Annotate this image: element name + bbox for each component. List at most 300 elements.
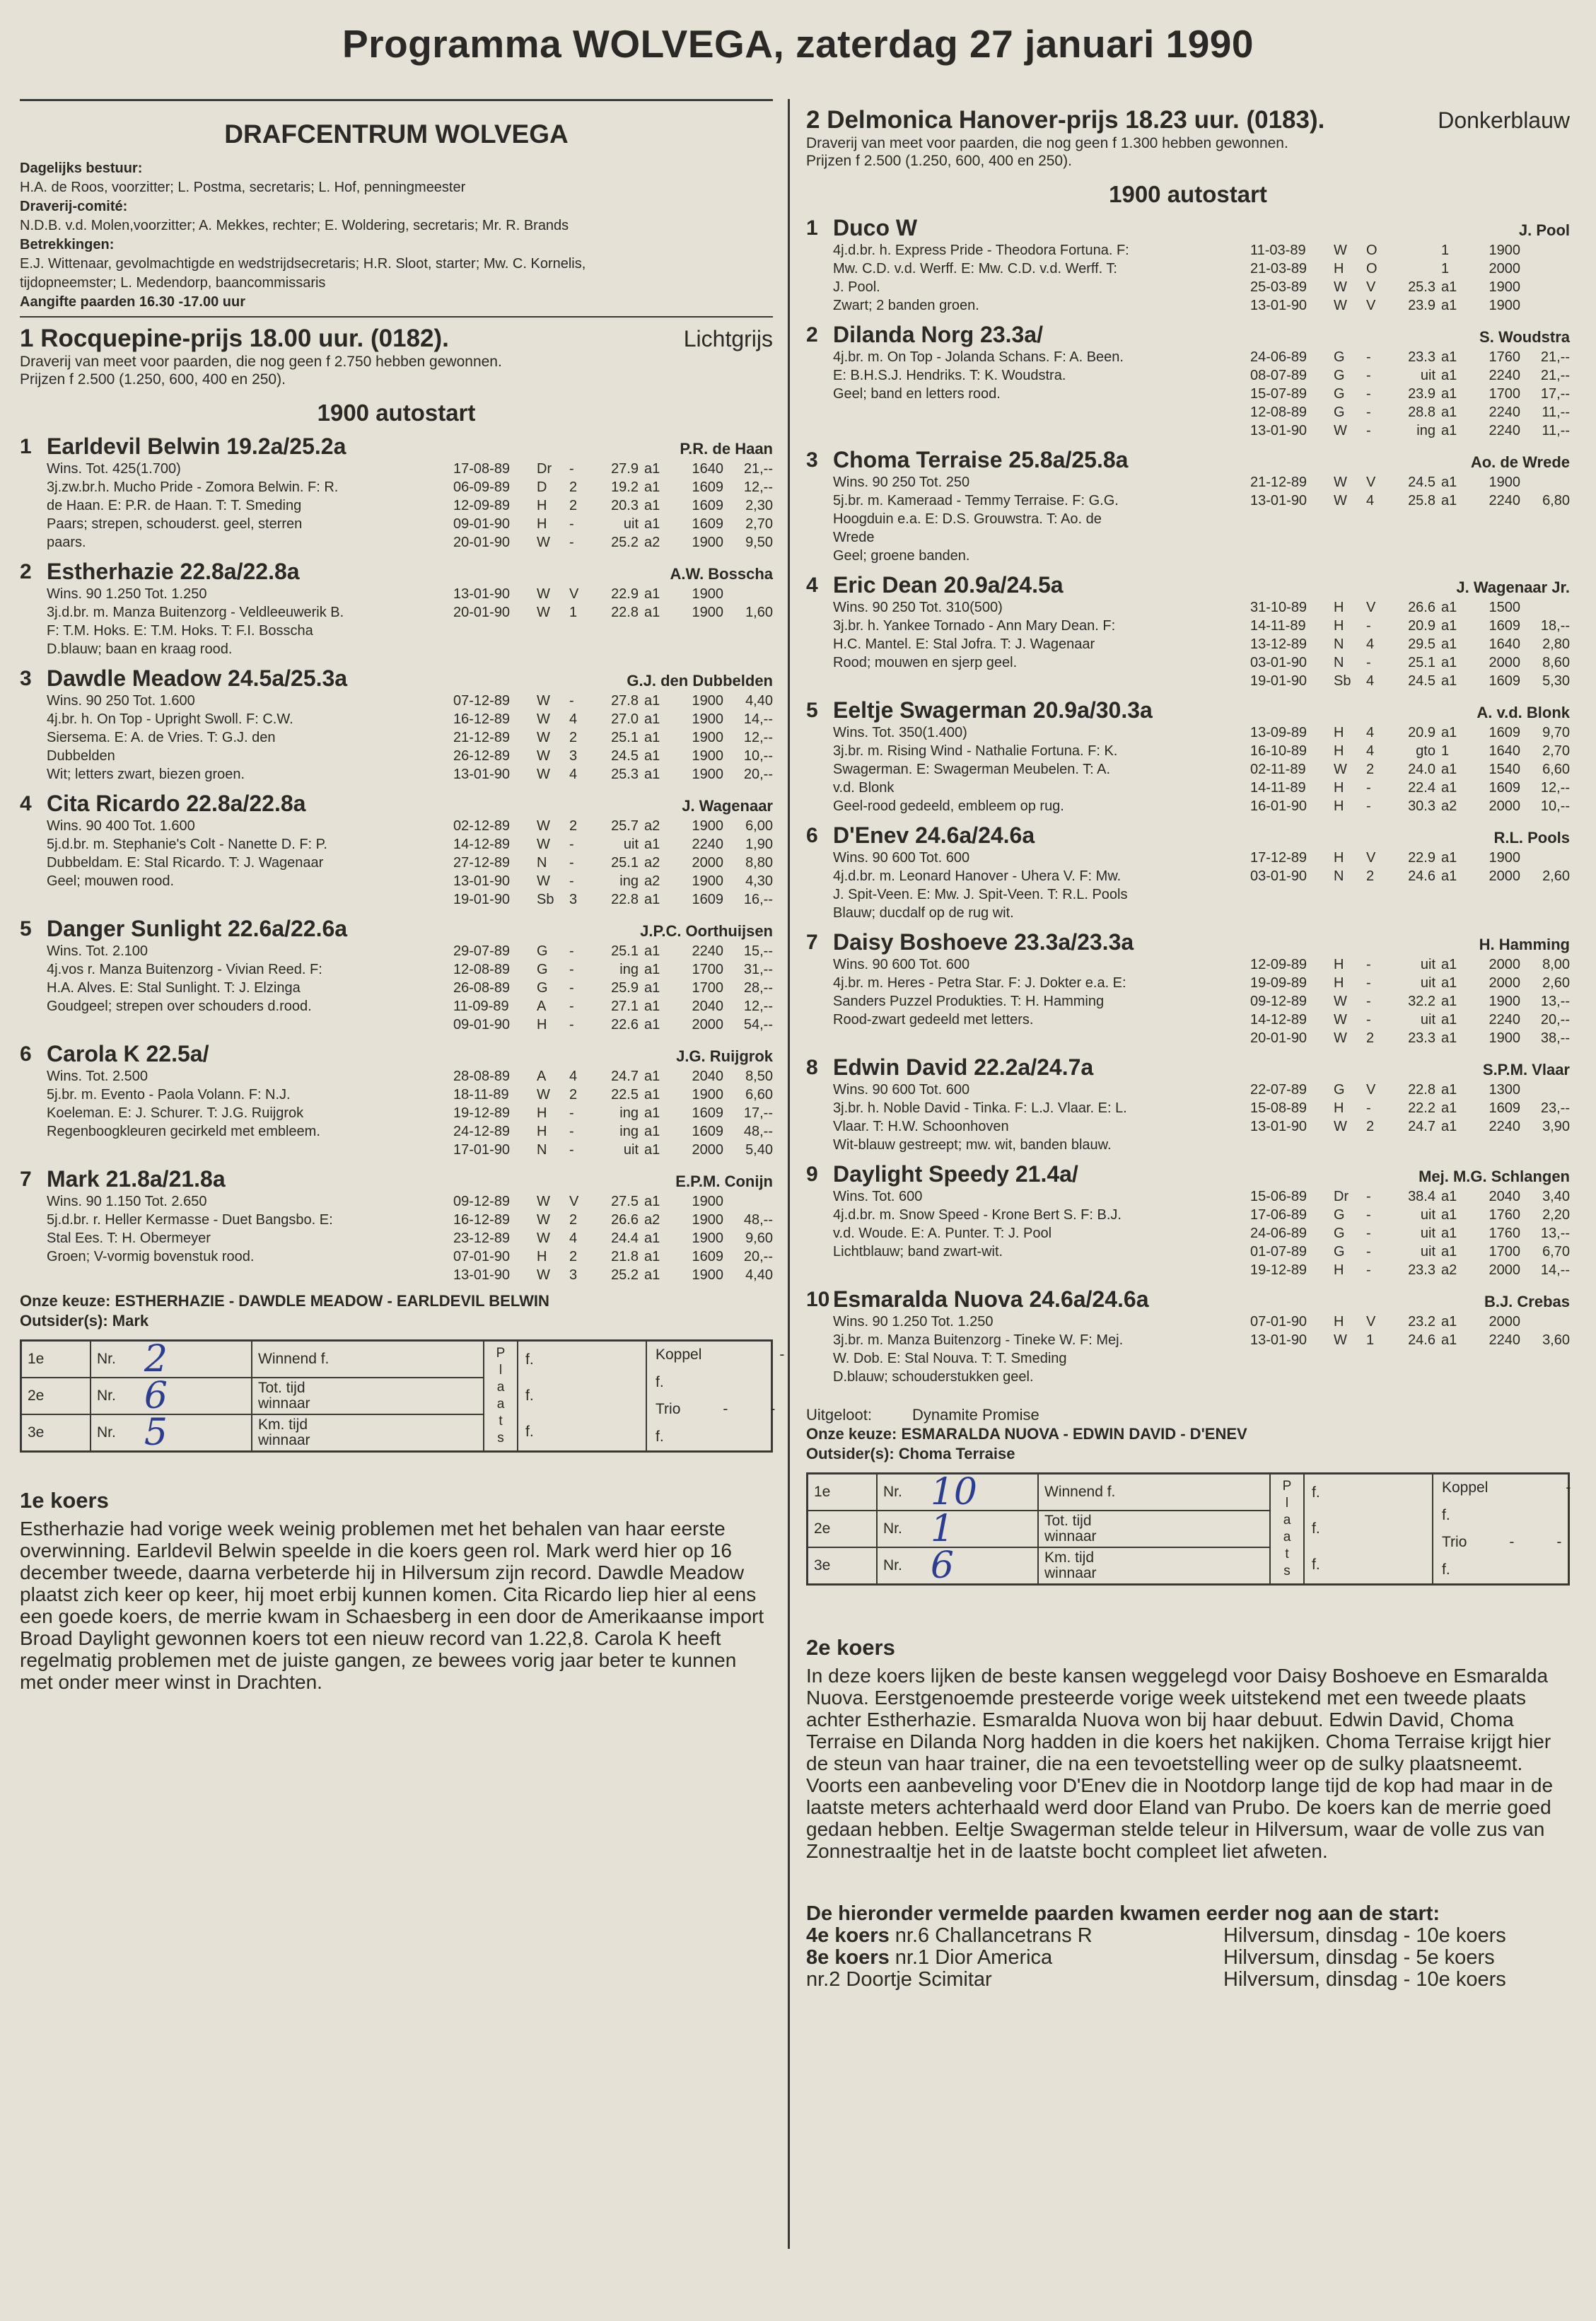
horse-entry — [20, 559, 773, 658]
start-cell: - — [1366, 423, 1371, 438]
start-cell: 4,30 — [745, 873, 773, 889]
horse-title — [833, 572, 1570, 598]
start-cell: a1 — [1441, 475, 1457, 490]
uitgeloot-label: Uitgeloot: — [806, 1406, 872, 1424]
start-cell: 16-01-90 — [1250, 798, 1307, 814]
start-cell: a1 — [1441, 850, 1457, 866]
horse-info — [47, 1067, 453, 1159]
horse-starts — [1250, 955, 1570, 1047]
start-cell: a1 — [1441, 600, 1457, 615]
handwritten-number: 10 — [930, 1471, 978, 1513]
start-cell: 1900 — [692, 693, 723, 709]
place-label: 3e — [808, 1548, 878, 1583]
start-cell: 25.8 — [1408, 493, 1435, 508]
start-cell: 1609 — [692, 1124, 723, 1139]
horse-info-line: Regenboogkleuren gecirkeld met embleem. — [47, 1124, 320, 1139]
start-row — [453, 997, 773, 1016]
horse-info-line: Stal Ees. T: H. Obermeyer — [47, 1231, 211, 1246]
koppel-label: Koppel — [656, 1346, 702, 1363]
start-row — [1250, 742, 1570, 760]
start-cell: 12,-- — [1540, 780, 1570, 796]
start-row — [1250, 385, 1570, 403]
start-cell: 9,70 — [1542, 725, 1570, 740]
start-cell: 16-12-89 — [453, 1212, 511, 1228]
start-cell: 8,00 — [1542, 957, 1570, 972]
start-cell: 20-01-90 — [1250, 1030, 1307, 1046]
start-cell: 26-12-89 — [453, 748, 511, 764]
handwritten-number: 5 — [144, 1412, 168, 1454]
result-field — [1039, 1511, 1271, 1547]
trio — [656, 1401, 784, 1418]
start-cell: 17-06-89 — [1250, 1207, 1307, 1223]
start-cell: uit — [623, 837, 639, 852]
start-cell: 2240 — [1489, 405, 1520, 420]
start-cell: 22.5 — [611, 1087, 639, 1103]
plaats-letter: s — [497, 1431, 504, 1445]
start-cell: 1609 — [1489, 780, 1520, 796]
start-cell: V — [1366, 600, 1376, 615]
start-cell: 14-11-89 — [1250, 618, 1306, 634]
start-cell: 13-01-90 — [453, 873, 511, 889]
start-cell: ing — [619, 1124, 639, 1139]
horse-title — [47, 1041, 773, 1067]
start-cell: 1 — [569, 605, 578, 620]
horse-info — [833, 1187, 1250, 1279]
start-cell: 11-09-89 — [453, 999, 509, 1014]
start-cell: a1 — [644, 730, 660, 745]
nr-label: Nr. — [97, 1424, 116, 1441]
start-cell: 38,-- — [1540, 1030, 1570, 1046]
start-cell: 12,-- — [743, 730, 773, 745]
horse-driver: S. Woudstra — [1479, 328, 1570, 346]
previous-name: nr.6 Challancetrans R — [895, 1924, 1093, 1947]
start-cell: 2240 — [1489, 1332, 1520, 1348]
start-cell: a1 — [1441, 636, 1457, 652]
start-cell: 4 — [1366, 636, 1375, 652]
our-choice: Onze keuze: ESTHERHAZIE - DAWDLE MEADOW - EARLDEVIL BELWIN — [20, 1292, 549, 1310]
start-cell: 25.3 — [1408, 279, 1435, 295]
start-cell: 6,60 — [1542, 762, 1570, 777]
start-cell: 3 — [569, 892, 578, 907]
start-row — [1250, 760, 1570, 779]
start-cell: 2000 — [1489, 1314, 1520, 1330]
start-cell: a1 — [1441, 1314, 1457, 1330]
horse-title — [833, 447, 1570, 473]
start-cell: a1 — [644, 892, 660, 907]
start-cell: - — [1366, 1244, 1371, 1260]
start-cell: 1609 — [692, 516, 723, 532]
horse-starts — [453, 585, 773, 658]
start-cell: 1540 — [1489, 762, 1520, 777]
start-cell: 23.9 — [1408, 386, 1435, 402]
horse-info — [833, 241, 1250, 315]
start-cell: H — [537, 1105, 547, 1121]
horse-entry — [806, 322, 1570, 440]
place-label: 1e — [22, 1342, 91, 1377]
start-cell — [1520, 296, 1570, 315]
start-cell: V — [1366, 1314, 1376, 1330]
start-cell: 2 — [1366, 762, 1375, 777]
start-row — [1250, 1331, 1570, 1349]
start-row — [1250, 849, 1570, 867]
plaats-column — [484, 1342, 518, 1450]
start-cell: 4 — [1366, 725, 1375, 740]
start-cell: 23.3 — [1408, 1030, 1435, 1046]
start-cell: - — [569, 855, 574, 871]
start-row — [453, 854, 773, 872]
place-label: 2e — [808, 1511, 878, 1547]
horse-details — [833, 473, 1570, 565]
start-cell: 3,60 — [1542, 1332, 1570, 1348]
start-row — [453, 1016, 773, 1034]
horse-number: 6 — [806, 824, 818, 847]
start-cell: 09-12-89 — [453, 1194, 511, 1209]
horse-starts — [1250, 1081, 1570, 1154]
horse-info-line: Rood-zwart gedeeld met letters. — [833, 1012, 1034, 1028]
start-cell: 18,-- — [1540, 618, 1570, 634]
start-cell: 25-03-89 — [1250, 279, 1307, 295]
horse-info-line: F: T.M. Hoks. E: T.M. Hoks. T: F.I. Bosscha — [47, 623, 313, 639]
start-cell: - — [569, 535, 574, 550]
place-label: 1e — [808, 1474, 878, 1510]
start-cell: 22.9 — [611, 586, 639, 602]
start-cell: 13,-- — [1540, 1226, 1570, 1241]
horse-info-line: 3j.br. m. Manza Buitenzorg - Tineke W. F: Mej. — [833, 1332, 1124, 1348]
start-cell: 22.9 — [1408, 850, 1435, 866]
horse-name: D'Enev 24.6a/24.6a — [833, 822, 1035, 848]
plaats-letter: a — [1283, 1530, 1291, 1545]
start-row — [1250, 241, 1570, 260]
start-cell — [1390, 260, 1435, 278]
handwritten-number: 2 — [144, 1338, 168, 1380]
start-cell: 02-12-89 — [453, 818, 511, 834]
horse-info-line: Lichtblauw; band zwart-wit. — [833, 1244, 1003, 1260]
horse-name: Cita Ricardo 22.8a/22.8a — [47, 791, 306, 816]
number-cell — [878, 1545, 1039, 1587]
start-cell: uit — [1420, 368, 1435, 383]
plaats-values — [518, 1342, 647, 1450]
start-cell: 4 — [569, 767, 578, 782]
start-cell: a1 — [644, 1105, 660, 1121]
start-cell: 26.6 — [1408, 600, 1435, 615]
horse-driver: R.L. Pools — [1493, 829, 1570, 847]
start-cell: 1609 — [692, 479, 723, 495]
koppel-dash: - — [779, 1346, 785, 1363]
horse-info-line: Geel; groene banden. — [833, 548, 970, 564]
plaats-letter: P — [1282, 1479, 1292, 1494]
horse-number: 10 — [806, 1288, 830, 1311]
start-cell: G — [1334, 386, 1345, 402]
start-cell: a1 — [644, 837, 660, 852]
start-row — [1250, 1117, 1570, 1136]
horse-driver: B.J. Crebas — [1484, 1293, 1570, 1310]
start-cell: 17-08-89 — [453, 461, 511, 477]
result-table — [806, 1472, 1570, 1586]
horse-info-line: 4j.d.br. h. Express Pride - Theodora Fortuna. F: — [833, 243, 1129, 258]
start-row — [453, 765, 773, 784]
start-cell: 2,70 — [1542, 743, 1570, 759]
start-cell: 24-06-89 — [1250, 349, 1307, 365]
result-field — [1039, 1548, 1271, 1583]
horse-driver: J.P.C. Oorthuijsen — [640, 922, 773, 940]
start-cell: 23.9 — [1408, 298, 1435, 313]
start-cell: - — [569, 999, 574, 1014]
centrum-line: E.J. Wittenaar, gevolmachtigde en wedstrijdsecretaris; H.R. Sloot, starter; Mw. C. Kornelis, — [20, 256, 586, 272]
previous-row — [806, 1969, 1570, 1991]
horse-body — [833, 572, 1570, 690]
start-cell: a1 — [1441, 493, 1457, 508]
start-cell: 9,50 — [745, 535, 773, 550]
commentary-1-title: 1e koers — [20, 1488, 109, 1513]
start-cell: 24.5 — [1408, 673, 1435, 689]
start-row — [1250, 955, 1570, 974]
start-cell — [723, 1192, 773, 1211]
horse-info-line: Wins. Tot. 2.100 — [47, 943, 148, 959]
start-cell: W — [1334, 423, 1347, 438]
result-field-label: Km. tijd — [1044, 1549, 1095, 1566]
commentary-2-title: 2e koers — [806, 1635, 895, 1660]
start-cell: 2000 — [692, 855, 723, 871]
horse-number: 8 — [806, 1056, 818, 1079]
start-cell: 4,40 — [745, 693, 773, 709]
start-cell: - — [1366, 618, 1371, 634]
horse-info-line: paars. — [47, 535, 86, 550]
start-cell: Dr — [1334, 1189, 1349, 1204]
start-cell: a1 — [644, 586, 660, 602]
centrum-line: N.D.B. v.d. Molen,voorzitter; A. Mekkes, rechter; E. Woldering, secretaris; Mr. R. Brands — [20, 218, 569, 233]
horse-title — [833, 1161, 1570, 1187]
horse-info-line: Siersema. E: A. de Vries. T: G.J. den — [47, 730, 276, 745]
start-cell: 28.8 — [1408, 405, 1435, 420]
horse-info-line: Wit; letters zwart, biezen groen. — [47, 767, 245, 782]
horse-name: Eric Dean 20.9a/24.5a — [833, 572, 1064, 598]
start-cell: 2240 — [1489, 423, 1520, 438]
horse-entry — [20, 665, 773, 784]
start-cell: 4 — [1366, 743, 1375, 759]
start-cell: - — [1366, 349, 1371, 365]
start-cell: 2 — [1366, 868, 1375, 884]
horse-info-line: 5j.br. m. Evento - Paola Volann. F: N.J. — [47, 1087, 291, 1103]
plaats-column — [1271, 1474, 1305, 1583]
start-cell: 4 — [569, 1069, 578, 1084]
previous-name: nr.2 Doortje Scimitar — [806, 1968, 992, 1991]
start-row — [1250, 1224, 1570, 1243]
start-cell: - — [569, 1124, 574, 1139]
start-cell: 18-11-89 — [453, 1087, 509, 1103]
centrum-line: Betrekkingen: — [20, 237, 115, 252]
start-cell: 2000 — [1489, 868, 1520, 884]
start-row — [453, 1086, 773, 1104]
start-cell: a1 — [1441, 673, 1457, 689]
start-row — [1250, 867, 1570, 885]
horse-starts — [1250, 849, 1570, 922]
start-cell: H — [537, 516, 547, 532]
start-cell: - — [569, 837, 574, 852]
start-cell: 1609 — [692, 1105, 723, 1121]
start-cell: 2 — [569, 479, 578, 495]
start-cell: 1900 — [692, 1087, 723, 1103]
start-cell: 16-12-89 — [453, 711, 511, 727]
start-cell: 1609 — [692, 1249, 723, 1264]
start-cell: 1609 — [1489, 673, 1520, 689]
start-cell: 1609 — [1489, 618, 1520, 634]
commentary-1-text: Estherhazie had vorige week weinig problemen met het behalen van haar eerste overwinning. Earldevil Belwin speelde in die koers geen rol. Mark werd hier op 16 december tweede, daarna verbeterde hij in Hilversum zijn record. Dawdle Meadow plaatst zich keer op keer, hij moet erbij kunnen komen. Cita Ricardo liep hier al eens een goede koers, de merrie kwam in Schaesberg in een door de Amerikaanse import Broad Daylight gewonnen koers tot een nieuw record van 1.22,8. Carola K heeft regelmatig problemen met de juiste gangen, ze bewees vorig jaar beter te kunnen met onder meer winst in Drachten. — [20, 1518, 764, 1693]
start-cell: 4 — [1366, 673, 1375, 689]
start-cell: G — [1334, 1244, 1345, 1260]
race-2 — [806, 106, 1570, 1586]
start-cell: 14-11-89 — [1250, 780, 1306, 796]
start-row — [1250, 1011, 1570, 1029]
race-start: 1900 autostart — [317, 400, 476, 426]
start-cell: a1 — [1441, 618, 1457, 634]
start-cell: 03-01-90 — [1250, 868, 1307, 884]
start-cell: a2 — [1441, 1262, 1457, 1278]
previous-starts — [806, 1903, 1570, 1991]
start-cell: a1 — [1441, 1119, 1457, 1134]
horse-info-line: 4j.d.br. m. Snow Speed - Krone Bert S. F: B.J. — [833, 1207, 1122, 1223]
horse-details — [833, 849, 1570, 922]
start-cell: ing — [619, 1105, 639, 1121]
horse-details — [47, 460, 773, 552]
number-cell — [91, 1412, 252, 1454]
start-cell: 13-01-90 — [453, 1267, 511, 1283]
start-cell: H — [1334, 618, 1344, 634]
start-cell: a1 — [644, 693, 660, 709]
handwritten-number: 6 — [930, 1545, 954, 1587]
result-row — [808, 1471, 1271, 1513]
start-cell: 1900 — [1489, 279, 1520, 295]
start-cell: 25.1 — [611, 730, 639, 745]
start-cell: 09-01-90 — [453, 516, 511, 532]
previous-name: nr.1 Dior America — [895, 1946, 1053, 1969]
result-field-label: winnaar — [258, 1395, 310, 1412]
start-row — [453, 533, 773, 552]
horse-info-line: Wins. 90 600 Tot. 600 — [833, 1082, 970, 1098]
horse-details — [833, 241, 1570, 315]
result-row — [22, 1412, 484, 1454]
start-row — [453, 585, 773, 603]
start-cell: 38.4 — [1408, 1189, 1435, 1204]
start-cell: N — [1334, 655, 1344, 670]
result-row — [808, 1545, 1271, 1587]
start-cell: 19-01-90 — [453, 892, 511, 907]
start-row — [453, 603, 773, 622]
divider — [20, 316, 773, 318]
start-cell — [1520, 1081, 1570, 1099]
start-cell: A — [537, 999, 547, 1014]
start-cell: a1 — [644, 943, 660, 959]
start-row — [453, 960, 773, 979]
horse-number: 7 — [806, 931, 818, 954]
previous-koers: 8e koers — [806, 1946, 895, 1969]
start-cell: a1 — [644, 748, 660, 764]
plaats-letter: s — [1283, 1564, 1291, 1578]
start-cell — [1520, 241, 1570, 260]
start-cell: 2000 — [1489, 261, 1520, 277]
result-row — [22, 1338, 484, 1380]
horse-info-line: 4j.br. m. On Top - Jolanda Schans. F: A. Been. — [833, 349, 1124, 365]
start-cell: G — [537, 962, 548, 977]
start-cell: 20-01-90 — [453, 535, 511, 550]
start-cell: - — [1366, 1262, 1371, 1278]
plaats-f: f. — [1312, 1520, 1320, 1537]
start-cell: a1 — [644, 767, 660, 782]
start-cell: a1 — [1441, 655, 1457, 670]
race-color: Donkerblauw — [1438, 107, 1570, 133]
start-cell: a1 — [1441, 1226, 1457, 1241]
plaats-f: f. — [1312, 1484, 1320, 1501]
result-field — [1039, 1474, 1271, 1510]
race-color: Lichtgrijs — [683, 326, 773, 351]
horse-info — [47, 942, 453, 1034]
start-cell: N — [1334, 868, 1344, 884]
start-cell: 2240 — [1489, 1012, 1520, 1028]
plaats-values — [1305, 1474, 1433, 1583]
horse-details — [47, 1067, 773, 1159]
start-cell: - — [569, 873, 574, 889]
start-cell: 1 — [1441, 243, 1450, 258]
start-cell: 1900 — [692, 711, 723, 727]
start-cell: 10,-- — [1540, 798, 1570, 814]
start-cell: 1 — [1366, 1332, 1375, 1348]
start-cell: 8,60 — [1542, 655, 1570, 670]
horse-title — [833, 822, 1570, 849]
number-cell — [91, 1375, 252, 1417]
start-cell: 20,-- — [1540, 1012, 1570, 1028]
start-cell: Dr — [537, 461, 552, 477]
start-cell: W — [537, 837, 550, 852]
start-cell: W — [537, 1267, 550, 1283]
horse-info-line: Geel-rood gedeeld, embleem op rug. — [833, 798, 1064, 814]
start-row — [1250, 635, 1570, 653]
start-cell: - — [1366, 1100, 1371, 1116]
horse-body — [47, 1166, 773, 1284]
start-cell: 2 — [569, 1249, 578, 1264]
horse-driver: E.P.M. Conijn — [675, 1173, 773, 1190]
start-cell — [1520, 260, 1570, 278]
horse-info-line: 3j.d.br. m. Manza Buitenzorg - Veldleeuwerik B. — [47, 605, 344, 620]
nr-label: Nr. — [883, 1484, 902, 1500]
start-cell: 1640 — [692, 461, 723, 477]
horse-driver: H. Hamming — [1479, 936, 1570, 953]
start-cell: - — [569, 1017, 574, 1032]
horse-info-line: v.d. Woude. E: A. Punter. T: J. Pool — [833, 1226, 1052, 1241]
horse-info-line: Wins. 90 600 Tot. 600 — [833, 850, 970, 866]
start-cell: H — [1334, 725, 1344, 740]
start-row — [453, 1122, 773, 1141]
start-cell: 24-12-89 — [453, 1124, 511, 1139]
horse-name: Danger Sunlight 22.6a/22.6a — [47, 916, 348, 941]
start-cell: 30.3 — [1408, 798, 1435, 814]
horse-info-line: W. Dob. E: Stal Nouva. T: T. Smeding — [833, 1351, 1067, 1366]
horse-info-line: Wins. 90 1.150 Tot. 2.650 — [47, 1194, 207, 1209]
start-cell — [1520, 849, 1570, 867]
horse-driver: S.P.M. Vlaar — [1482, 1061, 1570, 1078]
start-cell: a1 — [644, 1017, 660, 1032]
start-cell: V — [1366, 475, 1376, 490]
horse-details — [47, 1192, 773, 1284]
start-cell: 1900 — [692, 730, 723, 745]
horse-info — [833, 955, 1250, 1047]
race-conditions: Draverij van meet voor paarden, die nog geen f 2.750 hebben gewonnen. — [20, 354, 502, 370]
start-cell: 2240 — [1489, 368, 1520, 383]
start-cell: uit — [1420, 1244, 1435, 1260]
horse-info — [833, 849, 1250, 922]
start-row — [453, 1211, 773, 1229]
horse-details — [47, 817, 773, 909]
start-cell: 31-10-89 — [1250, 600, 1307, 615]
start-cell: 08-07-89 — [1250, 368, 1307, 383]
